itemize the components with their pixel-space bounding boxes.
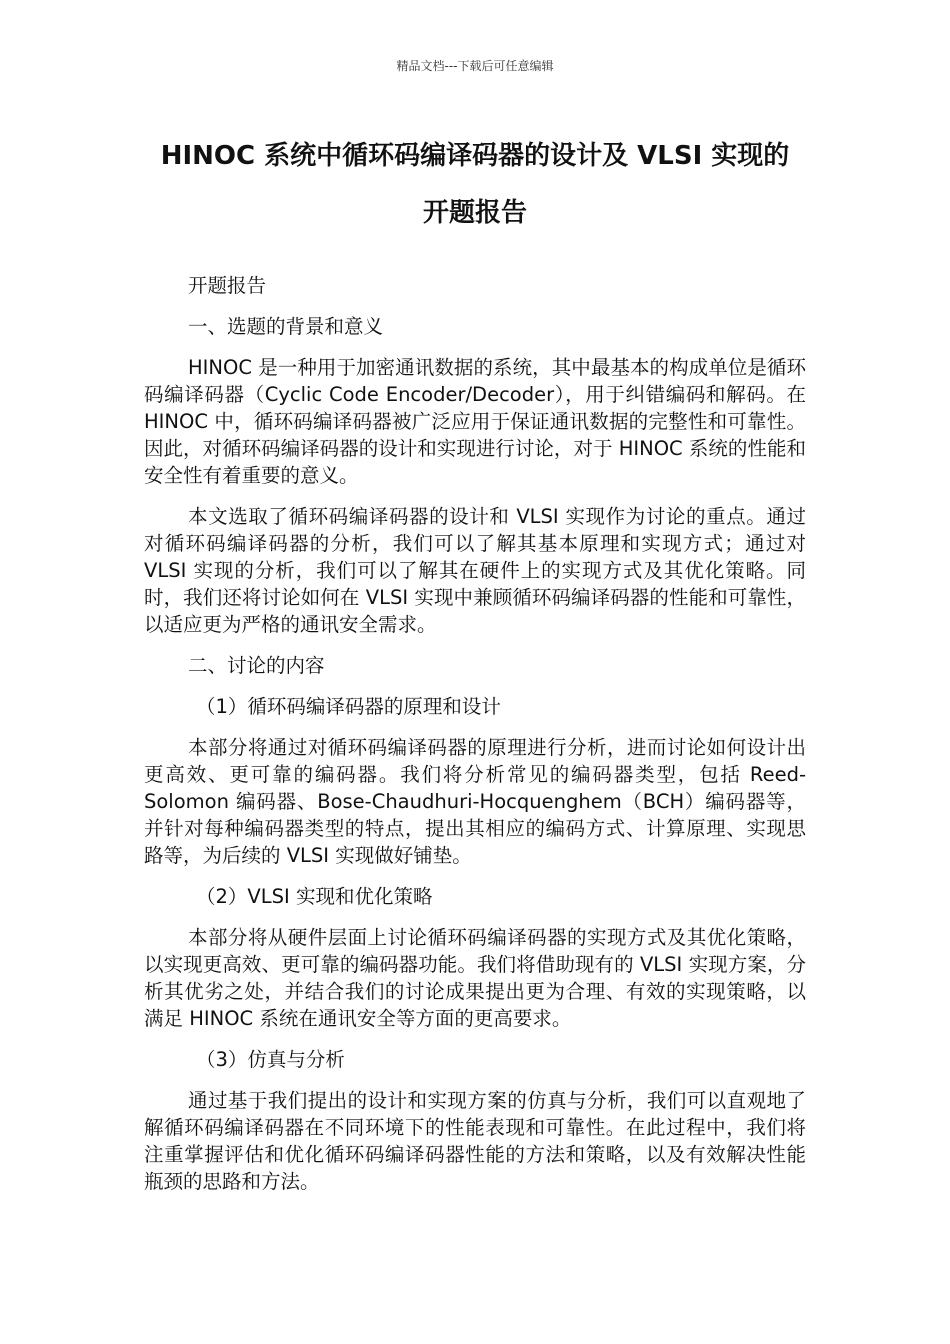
subsection3-paragraph: 通过基于我们提出的设计和实现方案的仿真与分析，我们可以直观地了解循环码编译码器在不同环境下的性能表现和可靠性。在此过程中，我们将注重掌握评估和优化循环码编译码器性能的方法和策略，以及有效解决性能瓶颈的思路和方法。 xyxy=(144,1089,806,1193)
section1-paragraph1: HINOC 是一种用于加密通讯数据的系统，其中最基本的构成单位是循环码编译码器（Cyclic Code Encoder/Decoder），用于纠错编码和解码。在 HINOC 中，循环码编译码器被广泛应用于保证通讯数据的完整性和可靠性。因此，对循环码编译码器的设计和实现进行讨论，对于 HINOC 系统的性能和安全性有着重要的意义。 xyxy=(144,356,806,487)
subsection3-title: （3）仿真与分析 xyxy=(196,1048,345,1071)
subsection1-paragraph: 本部分将通过对循环码编译码器的原理进行分析，进而讨论如何设计出更高效、更可靠的编码器。我们将分析常见的编码器类型，包括 Reed-Solomon 编码器、Bose-Chaudhuri-Hocquenghem（BCH）编码器等，并针对每种编码器类型的特点，提出其相应的编码方式、计算原理、实现思路等，为后续的 VLSI 实现做好铺垫。 xyxy=(144,736,806,867)
document-title-line1: HINOC 系统中循环码编译码器的设计及 VLSI 实现的 xyxy=(160,141,790,171)
section1-paragraph2: 本文选取了循环码编译码器的设计和 VLSI 实现作为讨论的重点。通过对循环码编译码器的分析，我们可以了解其基本原理和实现方式；通过对 VLSI 实现的分析，我们可以了解其在硬件上的实现方式及其优化策略。同时，我们还将讨论如何在 VLSI 实现中兼顾循环码编译码器的性能和可靠性，以适应更为严格的通讯安全需求。 xyxy=(144,505,806,636)
page-header: 精品文档---下载后可任意编辑 xyxy=(396,59,554,73)
subsection2-paragraph: 本部分将从硬件层面上讨论循环码编译码器的实现方式及其优化策略，以实现更高效、更可靠的编码器功能。我们将借助现有的 VLSI 实现方案，分析其优劣之处，并结合我们的讨论成果提出更为合理、有效的实现策略，以满足 HINOC 系统在通讯安全等方面的更高要求。 xyxy=(144,926,806,1030)
section2-title: 二、讨论的内容 xyxy=(188,654,325,677)
subsection2-title: （2）VLSI 实现和优化策略 xyxy=(196,885,433,908)
document-title-line2: 开题报告 xyxy=(422,198,527,228)
document-body xyxy=(144,272,806,1195)
subsection1-title: （1）循环码编译码器的原理和设计 xyxy=(196,695,501,718)
report-heading: 开题报告 xyxy=(188,274,267,297)
section1-title: 一、选题的背景和意义 xyxy=(188,315,384,338)
